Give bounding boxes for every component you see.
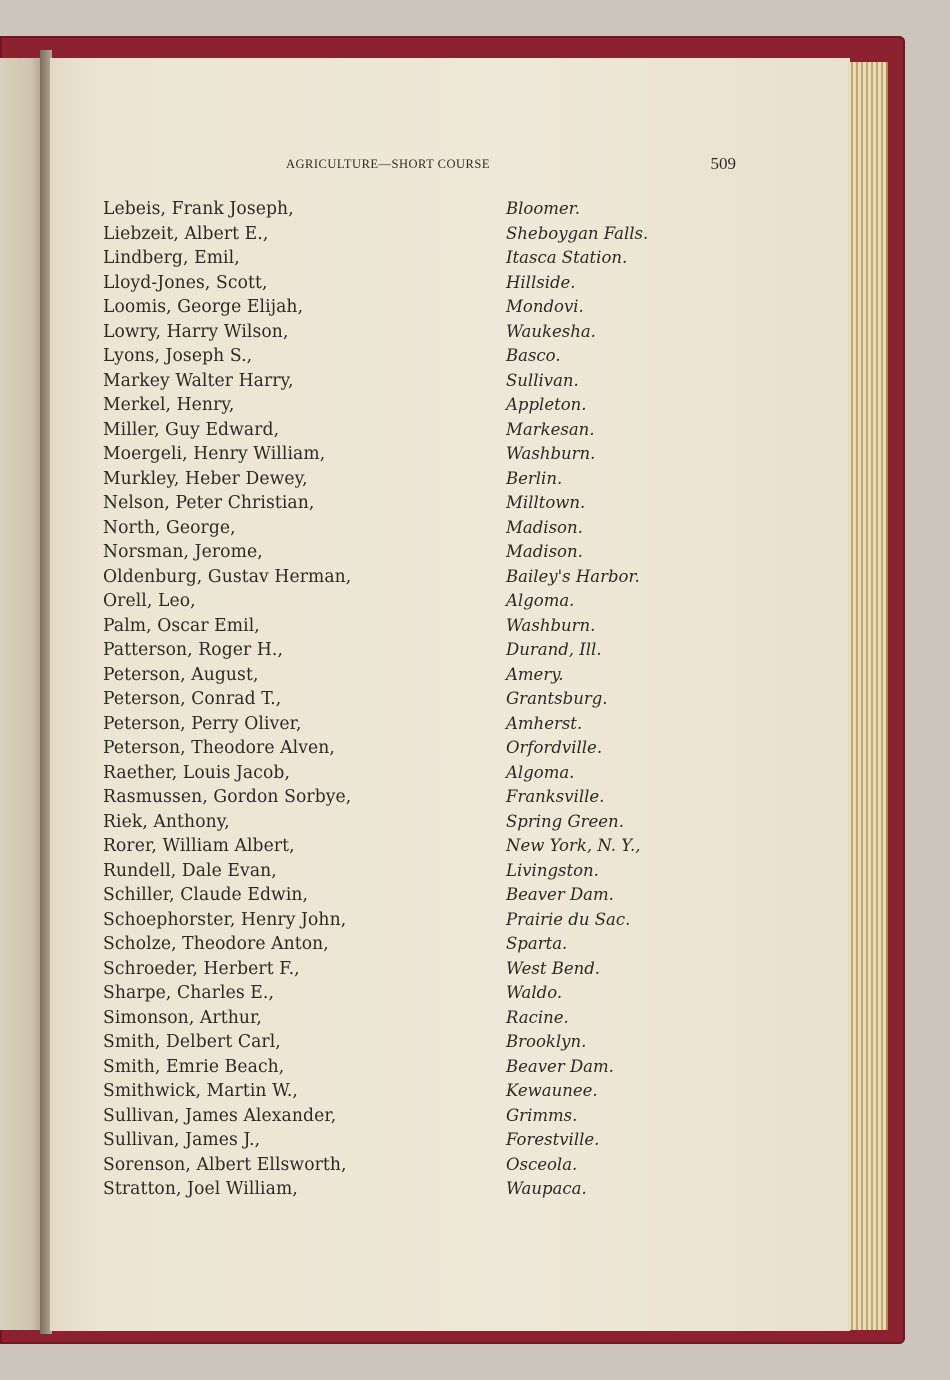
list-item <box>103 297 703 322</box>
student-name: Scholze, Theodore Anton, <box>103 934 329 954</box>
list-item <box>103 1179 703 1204</box>
hometown: Livingston. <box>506 860 599 880</box>
student-name: Rundell, Dale Evan, <box>103 860 277 881</box>
student-name: Oldenburg, Gustav Herman, <box>103 566 352 587</box>
list-item <box>103 493 703 518</box>
student-name: Rorer, William Albert, <box>103 836 295 856</box>
student-name: Merkel, Henry, <box>103 395 235 415</box>
hometown: Washburn. <box>506 444 596 463</box>
list-item <box>103 518 703 543</box>
hometown: Grimms. <box>506 1105 578 1125</box>
running-head: AGRICULTURE—SHORT COURSE <box>286 157 490 171</box>
list-item <box>103 910 703 935</box>
list-item <box>103 1130 703 1155</box>
student-name: Raether, Louis Jacob, <box>103 762 291 783</box>
hometown: Beaver Dam. <box>506 1056 614 1076</box>
student-name: Moergeli, Henry William, <box>103 444 326 464</box>
student-name: Sorenson, Albert Ellsworth, <box>103 1154 347 1175</box>
student-name: Sullivan, James Alexander, <box>103 1105 337 1126</box>
student-list <box>103 199 703 1204</box>
list-item <box>103 224 703 249</box>
student-name: Smith, Emrie Beach, <box>103 1056 285 1077</box>
student-name: Loomis, George Elijah, <box>103 297 304 317</box>
page-number: 509 <box>710 154 736 173</box>
list-item <box>103 763 703 788</box>
student-name: Lowry, Harry Wilson, <box>103 321 289 342</box>
list-item <box>103 616 703 641</box>
page-header <box>286 154 736 176</box>
list-item <box>103 1057 703 1082</box>
list-item <box>103 444 703 469</box>
list-item <box>103 273 703 298</box>
student-name: Peterson, Theodore Alven, <box>103 738 335 758</box>
student-name: Peterson, Conrad T., <box>103 689 282 709</box>
hometown: Sparta. <box>506 934 568 953</box>
student-name: Schoephorster, Henry John, <box>103 909 347 930</box>
student-name: North, George, <box>103 517 236 538</box>
list-item <box>103 640 703 665</box>
student-name: Patterson, Roger H., <box>103 640 284 660</box>
hometown: Markesan. <box>506 419 595 439</box>
student-name: Sharpe, Charles E., <box>103 983 275 1003</box>
list-item <box>103 1155 703 1180</box>
hometown: Bloomer. <box>506 199 581 218</box>
hometown: New York, N. Y., <box>506 836 641 855</box>
student-name: Peterson, Perry Oliver, <box>103 713 302 734</box>
hometown: Basco. <box>506 346 561 365</box>
hometown: Waupaca. <box>506 1179 587 1198</box>
hometown: Kewaunee. <box>506 1081 598 1100</box>
hometown: Amery. <box>506 664 564 684</box>
list-item <box>103 787 703 812</box>
hometown: Milltown. <box>506 493 586 512</box>
list-item <box>103 346 703 371</box>
hometown: Beaver Dam. <box>506 885 614 904</box>
list-item <box>103 1106 703 1131</box>
hometown: Spring Green. <box>506 811 624 831</box>
student-name: Riek, Anthony, <box>103 811 230 832</box>
hometown: Sullivan. <box>506 370 579 390</box>
list-item <box>103 567 703 592</box>
list-item <box>103 812 703 837</box>
student-name: Smith, Delbert Carl, <box>103 1032 281 1052</box>
list-item <box>103 665 703 690</box>
list-item <box>103 959 703 984</box>
student-name: Schiller, Claude Edwin, <box>103 885 309 905</box>
student-name: Palm, Oscar Emil, <box>103 615 260 636</box>
hometown: Orfordville. <box>506 738 603 757</box>
hometown: Mondovi. <box>506 297 584 316</box>
student-name: Simonson, Arthur, <box>103 1007 262 1028</box>
list-item <box>103 1081 703 1106</box>
list-item <box>103 420 703 445</box>
student-name: Miller, Guy Edward, <box>103 419 280 440</box>
previous-page-edge <box>0 58 44 1330</box>
list-item <box>103 1032 703 1057</box>
student-name: Lindberg, Emil, <box>103 248 240 268</box>
list-item <box>103 199 703 224</box>
student-name: Rasmussen, Gordon Sorbye, <box>103 787 352 807</box>
student-name: Stratton, Joel William, <box>103 1179 298 1199</box>
list-item <box>103 371 703 396</box>
student-name: Lyons, Joseph S., <box>103 346 253 366</box>
list-item <box>103 469 703 494</box>
list-item <box>103 714 703 739</box>
hometown: Forestville. <box>506 1130 600 1149</box>
student-name: Lloyd-Jones, Scott, <box>103 272 268 293</box>
student-name: Murkley, Heber Dewey, <box>103 468 308 489</box>
list-item <box>103 591 703 616</box>
hometown: Madison. <box>506 542 583 561</box>
list-item <box>103 542 703 567</box>
hometown: Racine. <box>506 1007 569 1027</box>
student-name: Schroeder, Herbert F., <box>103 958 300 979</box>
list-item <box>103 983 703 1008</box>
hometown: Berlin. <box>506 468 563 488</box>
list-item <box>103 248 703 273</box>
hometown: Algoma. <box>506 591 575 610</box>
student-name: Orell, Leo, <box>103 591 196 611</box>
hometown: West Bend. <box>506 958 601 978</box>
student-name: Lebeis, Frank Joseph, <box>103 199 294 219</box>
hometown: Algoma. <box>506 762 575 782</box>
student-name: Norsman, Jerome, <box>103 542 263 562</box>
student-name: Smithwick, Martin W., <box>103 1081 298 1101</box>
page-edges <box>848 62 888 1330</box>
hometown: Franksville. <box>506 787 605 806</box>
hometown: Washburn. <box>506 615 596 635</box>
list-item <box>103 934 703 959</box>
hometown: Bailey's Harbor. <box>506 566 640 586</box>
hometown: Durand, Ill. <box>506 640 602 659</box>
list-item <box>103 885 703 910</box>
student-name: Peterson, August, <box>103 664 259 685</box>
list-item <box>103 395 703 420</box>
hometown: Osceola. <box>506 1154 578 1174</box>
student-name: Sullivan, James J., <box>103 1130 261 1150</box>
list-item <box>103 689 703 714</box>
hometown: Appleton. <box>506 395 587 414</box>
hometown: Brooklyn. <box>506 1032 587 1051</box>
student-name: Markey Walter Harry, <box>103 370 294 391</box>
hometown: Prairie du Sac. <box>506 909 631 929</box>
student-name: Nelson, Peter Christian, <box>103 493 315 513</box>
hometown: Amherst. <box>506 713 583 733</box>
hometown: Sheboygan Falls. <box>506 223 649 243</box>
hometown: Waldo. <box>506 983 563 1002</box>
hometown: Waukesha. <box>506 321 596 341</box>
hometown: Madison. <box>506 517 583 537</box>
list-item <box>103 322 703 347</box>
student-name: Liebzeit, Albert E., <box>103 223 269 244</box>
hometown: Grantsburg. <box>506 689 608 708</box>
hometown: Itasca Station. <box>506 248 628 267</box>
list-item <box>103 738 703 763</box>
list-item <box>103 1008 703 1033</box>
hometown: Hillside. <box>506 272 576 292</box>
list-item <box>103 836 703 861</box>
list-item <box>103 861 703 886</box>
